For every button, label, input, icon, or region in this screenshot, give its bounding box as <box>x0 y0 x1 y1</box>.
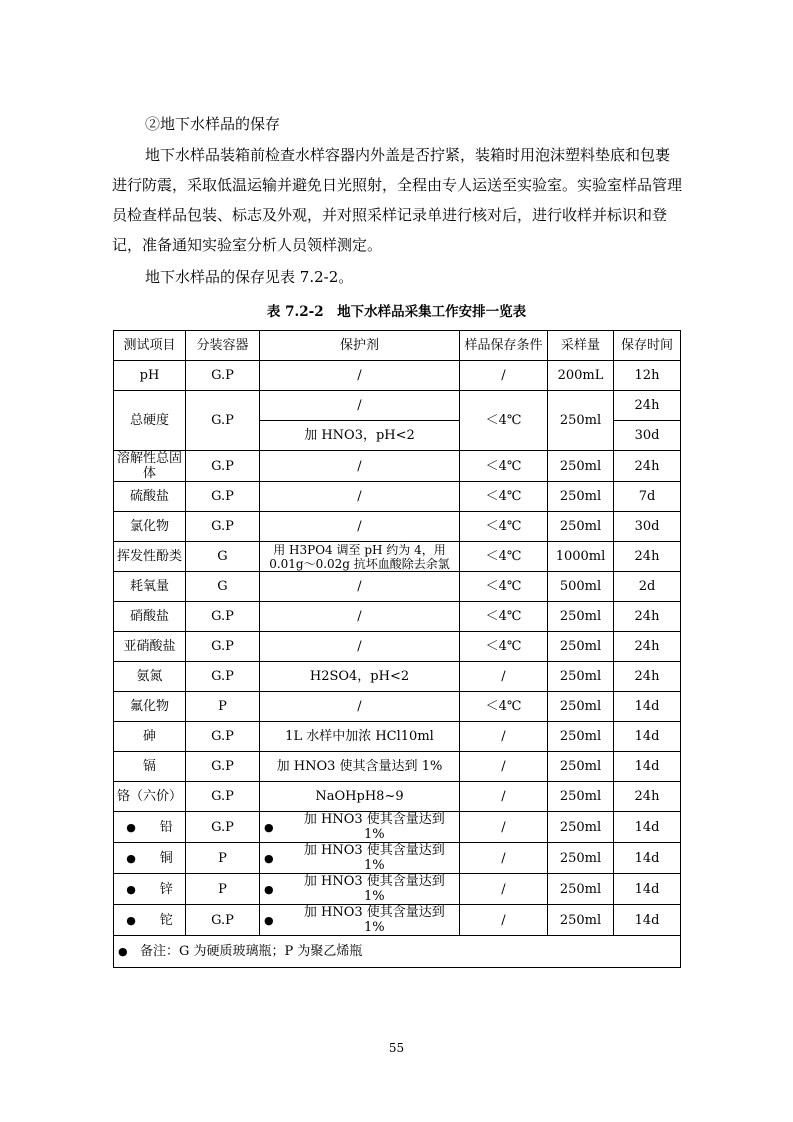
cell-condition: ＜4℃ <box>460 692 548 722</box>
cell-volume: 250ml <box>548 843 614 874</box>
cell-condition: / <box>460 905 548 936</box>
item-label: 锌 <box>159 881 173 897</box>
cell-time: 30d <box>614 512 681 542</box>
cell-container: P <box>186 843 260 874</box>
cell-time: 24h <box>614 662 681 692</box>
header-cell: 样品保存条件 <box>460 331 548 361</box>
cell-volume: 1000ml <box>548 542 614 572</box>
table-row <box>114 602 681 632</box>
cell-item: 硝酸盐 <box>114 602 186 632</box>
cell-item: 硫酸盐 <box>114 482 186 512</box>
agent-label: 加 HNO3 使其含量达到 1% <box>303 905 445 935</box>
header-cell: 测试项目 <box>114 331 186 361</box>
table-caption: 表 7.2-2 地下水样品采集工作安排一览表 <box>266 304 527 320</box>
table-note-row <box>114 936 681 968</box>
cell-volume: 250ml <box>548 602 614 632</box>
cell-item <box>114 812 186 843</box>
paragraph-text: 地下水样品装箱前检查水样容器内外盖是否拧紧，装箱时用泡沫塑料垫底和包裹进行防震，采取低温运输并避免日光照射，全程由专人运送至实验室。实验室样品管理员检查样品包装、标志及外观，并对照采样记录单进行核对后，进行收样并标识和登记，准备通知实验室分析人员领样测定。 <box>112 146 683 254</box>
agent-label: 加 HNO3 使其含量达到 1% <box>303 874 445 904</box>
cell-time: 12h <box>614 361 681 391</box>
table-row <box>114 722 681 752</box>
cell-container: G.P <box>186 602 260 632</box>
cell-agent: NaOHpH8~9 <box>260 782 460 812</box>
cell-agent: / <box>260 512 460 542</box>
cell-volume: 250ml <box>548 752 614 782</box>
cell-container: G.P <box>186 451 260 482</box>
cell-container: G.P <box>186 722 260 752</box>
cell-container: G.P <box>186 752 260 782</box>
cell-container: G.P <box>186 905 260 936</box>
cell-condition: ＜4℃ <box>460 391 548 451</box>
cell-agent: 加 HNO3，pH<2 <box>260 421 460 451</box>
bullet-icon: ● <box>264 820 274 834</box>
cell-agent: / <box>260 692 460 722</box>
bullet-icon: ● <box>126 882 136 896</box>
sample-storage-table <box>113 330 681 968</box>
cell-container: G.P <box>186 391 260 451</box>
cell-condition: / <box>460 782 548 812</box>
cell-condition: / <box>460 752 548 782</box>
header-cell: 采样量 <box>548 331 614 361</box>
cell-time: 7d <box>614 482 681 512</box>
table-row <box>114 874 681 905</box>
item-label: 铊 <box>159 912 173 928</box>
cell-agent <box>260 874 460 905</box>
cell-volume: 250ml <box>548 391 614 451</box>
cell-volume: 250ml <box>548 782 614 812</box>
cell-condition: / <box>460 812 548 843</box>
cell-container: G.P <box>186 632 260 662</box>
cell-agent: / <box>260 451 460 482</box>
table-row <box>114 451 681 482</box>
cell-container: G.P <box>186 512 260 542</box>
cell-item <box>114 874 186 905</box>
header-cell: 保护剂 <box>260 331 460 361</box>
table-row <box>114 812 681 843</box>
cell-time: 14d <box>614 812 681 843</box>
body-paragraph-1 <box>112 140 684 260</box>
cell-condition: / <box>460 843 548 874</box>
cell-item: 亚硝酸盐 <box>114 632 186 662</box>
cell-item: 总硬度 <box>114 391 186 451</box>
cell-agent: 用 H3PO4 调至 pH 约为 4，用 0.01g～0.02g 抗坏血酸除去余氯 <box>260 542 460 572</box>
cell-volume: 250ml <box>548 482 614 512</box>
table-note <box>114 936 681 968</box>
cell-agent: / <box>260 361 460 391</box>
cell-volume: 250ml <box>548 512 614 542</box>
cell-condition: ＜4℃ <box>460 632 548 662</box>
cell-time: 24h <box>614 782 681 812</box>
cell-agent: / <box>260 572 460 602</box>
cell-agent: / <box>260 391 460 421</box>
cell-condition: / <box>460 874 548 905</box>
cell-condition: ＜4℃ <box>460 572 548 602</box>
cell-item: 氯化物 <box>114 512 186 542</box>
table-row <box>114 482 681 512</box>
cell-item <box>114 905 186 936</box>
table-row <box>114 843 681 874</box>
cell-container: P <box>186 874 260 905</box>
table-row <box>114 692 681 722</box>
cell-volume: 250ml <box>548 874 614 905</box>
cell-container: G.P <box>186 482 260 512</box>
cell-volume: 250ml <box>548 722 614 752</box>
cell-time: 2d <box>614 572 681 602</box>
agent-label: 加 HNO3 使其含量达到 1% <box>303 812 445 842</box>
cell-volume: 250ml <box>548 692 614 722</box>
table-row <box>114 782 681 812</box>
cell-item: 砷 <box>114 722 186 752</box>
cell-condition: ＜4℃ <box>460 602 548 632</box>
page-number: 55 <box>388 1041 405 1055</box>
cell-container: G.P <box>186 361 260 391</box>
cell-container: G.P <box>186 662 260 692</box>
bullet-icon: ● <box>126 913 136 927</box>
cell-agent: 1L 水样中加浓 HCl10ml <box>260 722 460 752</box>
bullet-icon: ● <box>126 851 136 865</box>
table-row <box>114 632 681 662</box>
cell-container: G.P <box>186 812 260 843</box>
table-header-row <box>114 331 681 361</box>
cell-time: 14d <box>614 905 681 936</box>
table-row <box>114 512 681 542</box>
table-row <box>114 905 681 936</box>
table-row <box>114 361 681 391</box>
cell-time: 14d <box>614 692 681 722</box>
cell-container: P <box>186 692 260 722</box>
cell-container: G.P <box>186 782 260 812</box>
cell-item: 氟化物 <box>114 692 186 722</box>
agent-label: 加 HNO3 使其含量达到 1% <box>303 843 445 873</box>
note-text: 备注：G 为硬质玻璃瓶；P 为聚乙烯瓶 <box>140 944 363 959</box>
cell-item: 挥发性酚类 <box>114 542 186 572</box>
cell-volume: 250ml <box>548 632 614 662</box>
section-heading: ②地下水样品的保存 <box>145 115 281 133</box>
cell-time: 14d <box>614 752 681 782</box>
cell-condition: ＜4℃ <box>460 512 548 542</box>
cell-volume: 250ml <box>548 451 614 482</box>
cell-volume: 500ml <box>548 572 614 602</box>
cell-time: 24h <box>614 391 681 421</box>
cell-item <box>114 843 186 874</box>
cell-condition: ＜4℃ <box>460 542 548 572</box>
body-paragraph-2 <box>112 262 684 292</box>
bullet-icon: ● <box>264 913 274 927</box>
cell-time: 30d <box>614 421 681 451</box>
cell-item: 溶解性总固体 <box>114 451 186 482</box>
cell-condition: / <box>460 662 548 692</box>
cell-agent: 加 HNO3 使其含量达到 1% <box>260 752 460 782</box>
cell-condition: / <box>460 361 548 391</box>
cell-container: G <box>186 542 260 572</box>
cell-agent: H2SO4，pH<2 <box>260 662 460 692</box>
cell-condition: ＜4℃ <box>460 451 548 482</box>
cell-volume: 250ml <box>548 905 614 936</box>
cell-agent: / <box>260 632 460 662</box>
bullet-icon: ● <box>126 820 136 834</box>
cell-time: 14d <box>614 843 681 874</box>
cell-agent <box>260 843 460 874</box>
cell-time: 24h <box>614 451 681 482</box>
header-cell: 分装容器 <box>186 331 260 361</box>
item-label: 铅 <box>159 819 173 835</box>
cell-item: 耗氧量 <box>114 572 186 602</box>
cell-time: 24h <box>614 542 681 572</box>
cell-time: 14d <box>614 722 681 752</box>
cell-volume: 250ml <box>548 662 614 692</box>
cell-agent <box>260 905 460 936</box>
cell-agent: / <box>260 602 460 632</box>
header-cell: 保存时间 <box>614 331 681 361</box>
bullet-icon: ● <box>118 945 128 958</box>
cell-item: 氨氮 <box>114 662 186 692</box>
cell-volume: 200mL <box>548 361 614 391</box>
cell-volume: 250ml <box>548 812 614 843</box>
cell-item: 镉 <box>114 752 186 782</box>
cell-condition: ＜4℃ <box>460 482 548 512</box>
bullet-icon: ● <box>264 882 274 896</box>
cell-time: 14d <box>614 874 681 905</box>
cell-item: 铬（六价） <box>114 782 186 812</box>
bullet-icon: ● <box>264 851 274 865</box>
cell-time: 24h <box>614 602 681 632</box>
table-row <box>114 572 681 602</box>
paragraph-text: 地下水样品的保存见表 7.2-2。 <box>145 268 354 286</box>
item-label: 铜 <box>159 850 173 866</box>
cell-container: G <box>186 572 260 602</box>
table-row <box>114 752 681 782</box>
cell-agent: / <box>260 482 460 512</box>
table-row <box>114 542 681 572</box>
table-row <box>114 391 681 421</box>
cell-time: 24h <box>614 632 681 662</box>
cell-item: pH <box>114 361 186 391</box>
cell-agent <box>260 812 460 843</box>
cell-condition: / <box>460 722 548 752</box>
table-row <box>114 662 681 692</box>
